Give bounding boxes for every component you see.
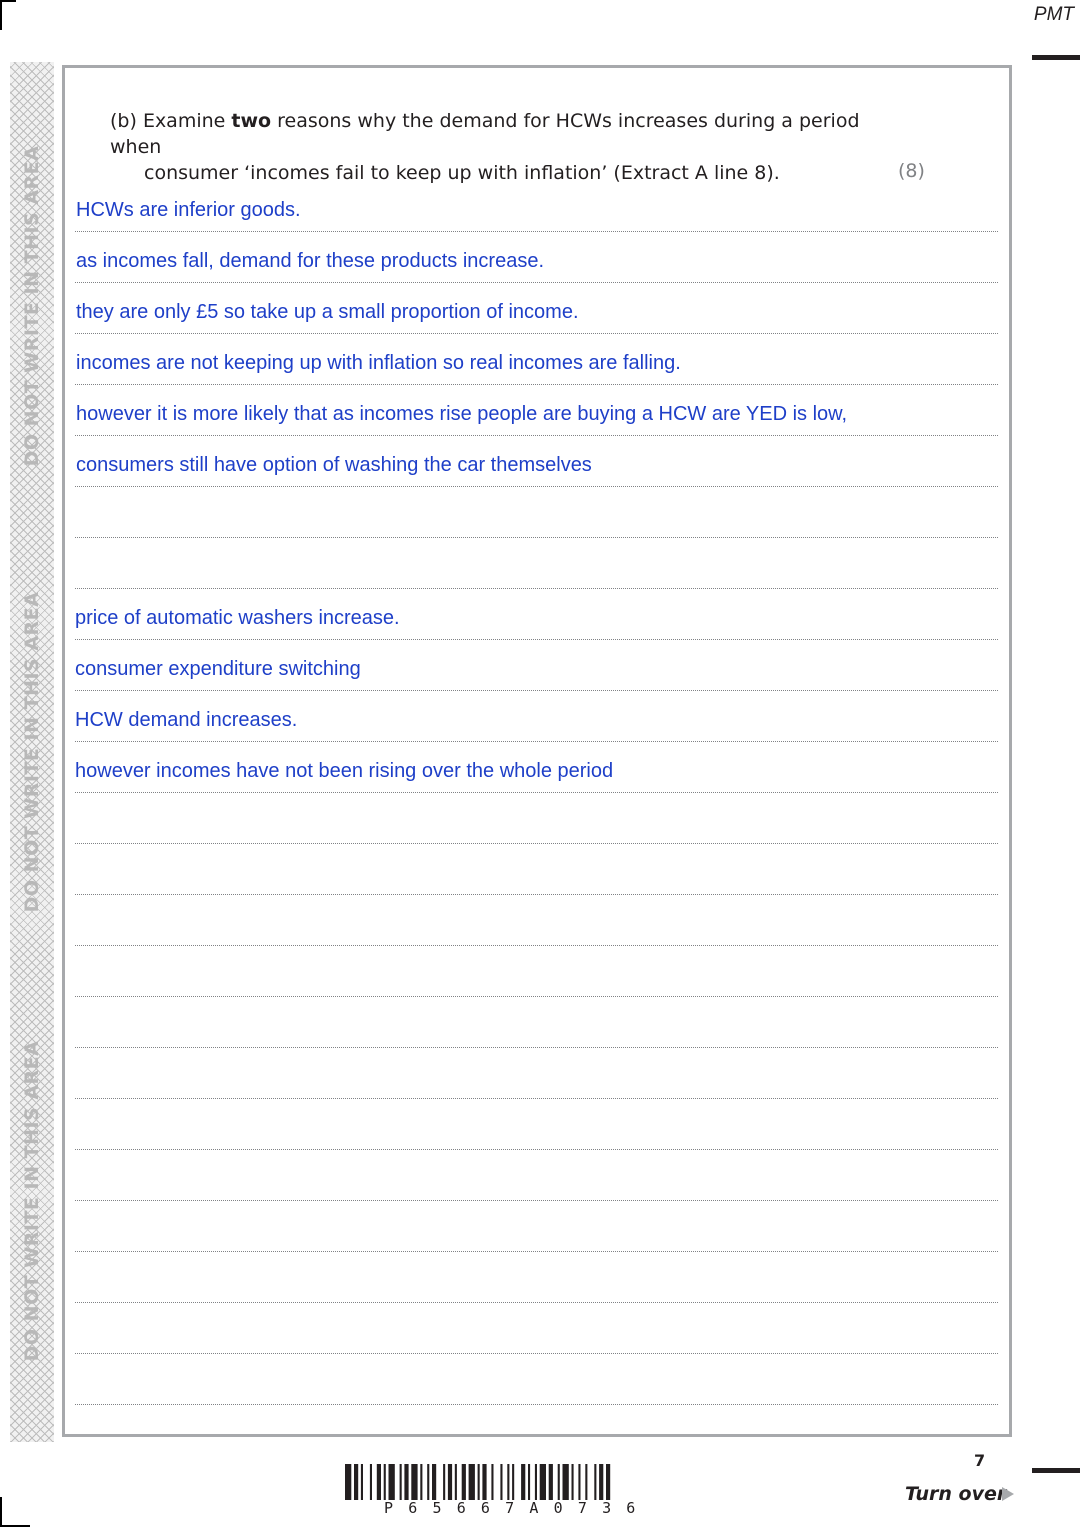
barcode-bar [462, 1464, 466, 1500]
barcode-bar [469, 1464, 475, 1500]
barcode-bar [400, 1464, 402, 1500]
question-text [110, 108, 910, 186]
page-marker-bar [1032, 55, 1080, 60]
barcode [345, 1464, 735, 1500]
margin-warning-label: DO NOT WRITE IN THIS AREA [21, 145, 43, 467]
answer-rule [75, 843, 998, 844]
barcode-bar [512, 1464, 514, 1500]
answer-rule [75, 1047, 998, 1048]
barcode-bar [558, 1464, 560, 1500]
barcode-bar [404, 1464, 408, 1500]
answer-rule [75, 333, 998, 334]
answer-line-text: however it is more likely that as incomes rise people are buying a HCW are YED is low, [76, 403, 848, 425]
page-number: 7 [974, 1451, 986, 1470]
barcode-bar [370, 1464, 372, 1500]
barcode-bar [491, 1464, 493, 1500]
barcode-bar [540, 1464, 546, 1500]
answer-rule [75, 1302, 998, 1303]
barcode-bar [354, 1464, 358, 1500]
barcode-bar [599, 1464, 603, 1500]
answer-rule [75, 792, 998, 793]
barcode-bar [563, 1464, 569, 1500]
barcode-bar [507, 1464, 509, 1500]
barcode-bar [478, 1464, 480, 1500]
answer-rule [75, 282, 998, 283]
barcode-bar [384, 1464, 386, 1500]
answer-line-text: HCWs are inferior goods. [76, 199, 301, 221]
barcode-bar [578, 1464, 580, 1500]
barcode-bar [606, 1464, 610, 1500]
question-text-end: reasons why the demand for HCWs increases during a period when [110, 110, 860, 158]
barcode-bar [500, 1464, 502, 1500]
barcode-bar [528, 1464, 530, 1500]
watermark: PMT [1033, 4, 1074, 25]
answer-rule [75, 1149, 998, 1150]
barcode-bar [361, 1464, 363, 1500]
answer-rule [75, 588, 998, 589]
crop-mark [0, 0, 2, 30]
page-marker-bar [1032, 1468, 1080, 1473]
question-line-2: consumer ‘incomes fail to keep up with inflation’ (Extract A line 8). [144, 162, 780, 184]
barcode-bar [389, 1464, 395, 1500]
answer-rule [75, 741, 998, 742]
barcode-bar [482, 1464, 486, 1500]
answer-rule [75, 435, 998, 436]
answer-rule [75, 1404, 998, 1405]
answer-line-text: consumer expenditure switching [75, 658, 361, 680]
answer-line-text: consumers still have option of washing the car themselves [76, 454, 592, 476]
answer-line-text: incomes are not keeping up with inflation so real incomes are falling. [76, 352, 681, 374]
barcode-bar [443, 1464, 445, 1500]
barcode-bar [594, 1464, 596, 1500]
answer-rule [75, 231, 998, 232]
answer-rule [75, 384, 998, 385]
crop-mark [0, 1497, 2, 1527]
question-emphasis: two [231, 110, 272, 132]
answer-line-text: price of automatic washers increase. [75, 607, 400, 629]
barcode-bar [427, 1464, 429, 1500]
barcode-bar [411, 1464, 417, 1500]
answer-line-text: as incomes fall, demand for these products increase. [76, 250, 545, 272]
answer-rule [75, 1251, 998, 1252]
answer-line-text: however incomes have not been rising over the whole period [75, 760, 614, 782]
barcode-bar [448, 1464, 452, 1500]
question-text-start: Examine [142, 110, 232, 132]
answer-rule [75, 894, 998, 895]
barcode-bar [345, 1464, 351, 1500]
answer-rule [75, 486, 998, 487]
answer-rule [75, 639, 998, 640]
barcode-bar [585, 1464, 587, 1500]
question-part: (b) [110, 110, 137, 132]
answer-line-text: they are only £5 so take up a small proportion of income. [76, 301, 579, 323]
barcode-bar [420, 1464, 422, 1500]
answer-rule [75, 996, 998, 997]
answer-rule [75, 1098, 998, 1099]
answer-rule [75, 1353, 998, 1354]
margin-warning-label: DO NOT WRITE IN THIS AREA [21, 591, 43, 913]
marks-available: (8) [898, 160, 925, 182]
answer-rule [75, 945, 998, 946]
barcode-bar [455, 1464, 457, 1500]
crop-mark [0, 0, 16, 2]
barcode-bar [572, 1464, 574, 1500]
turn-over-arrow-icon [1002, 1487, 1014, 1501]
barcode-bar [521, 1464, 525, 1500]
answer-line-text: HCW demand increases. [75, 709, 298, 731]
barcode-bar [549, 1464, 553, 1500]
barcode-bar [535, 1464, 537, 1500]
margin-warning-label: DO NOT WRITE IN THIS AREA [21, 1040, 43, 1362]
answer-rule [75, 537, 998, 538]
answer-rule [75, 1200, 998, 1201]
barcode-bar [432, 1464, 436, 1500]
answer-rule [75, 690, 998, 691]
barcode-text: P65667A0736 [384, 1499, 651, 1517]
turn-over-label: Turn over [905, 1483, 1007, 1505]
barcode-bar [377, 1464, 381, 1500]
